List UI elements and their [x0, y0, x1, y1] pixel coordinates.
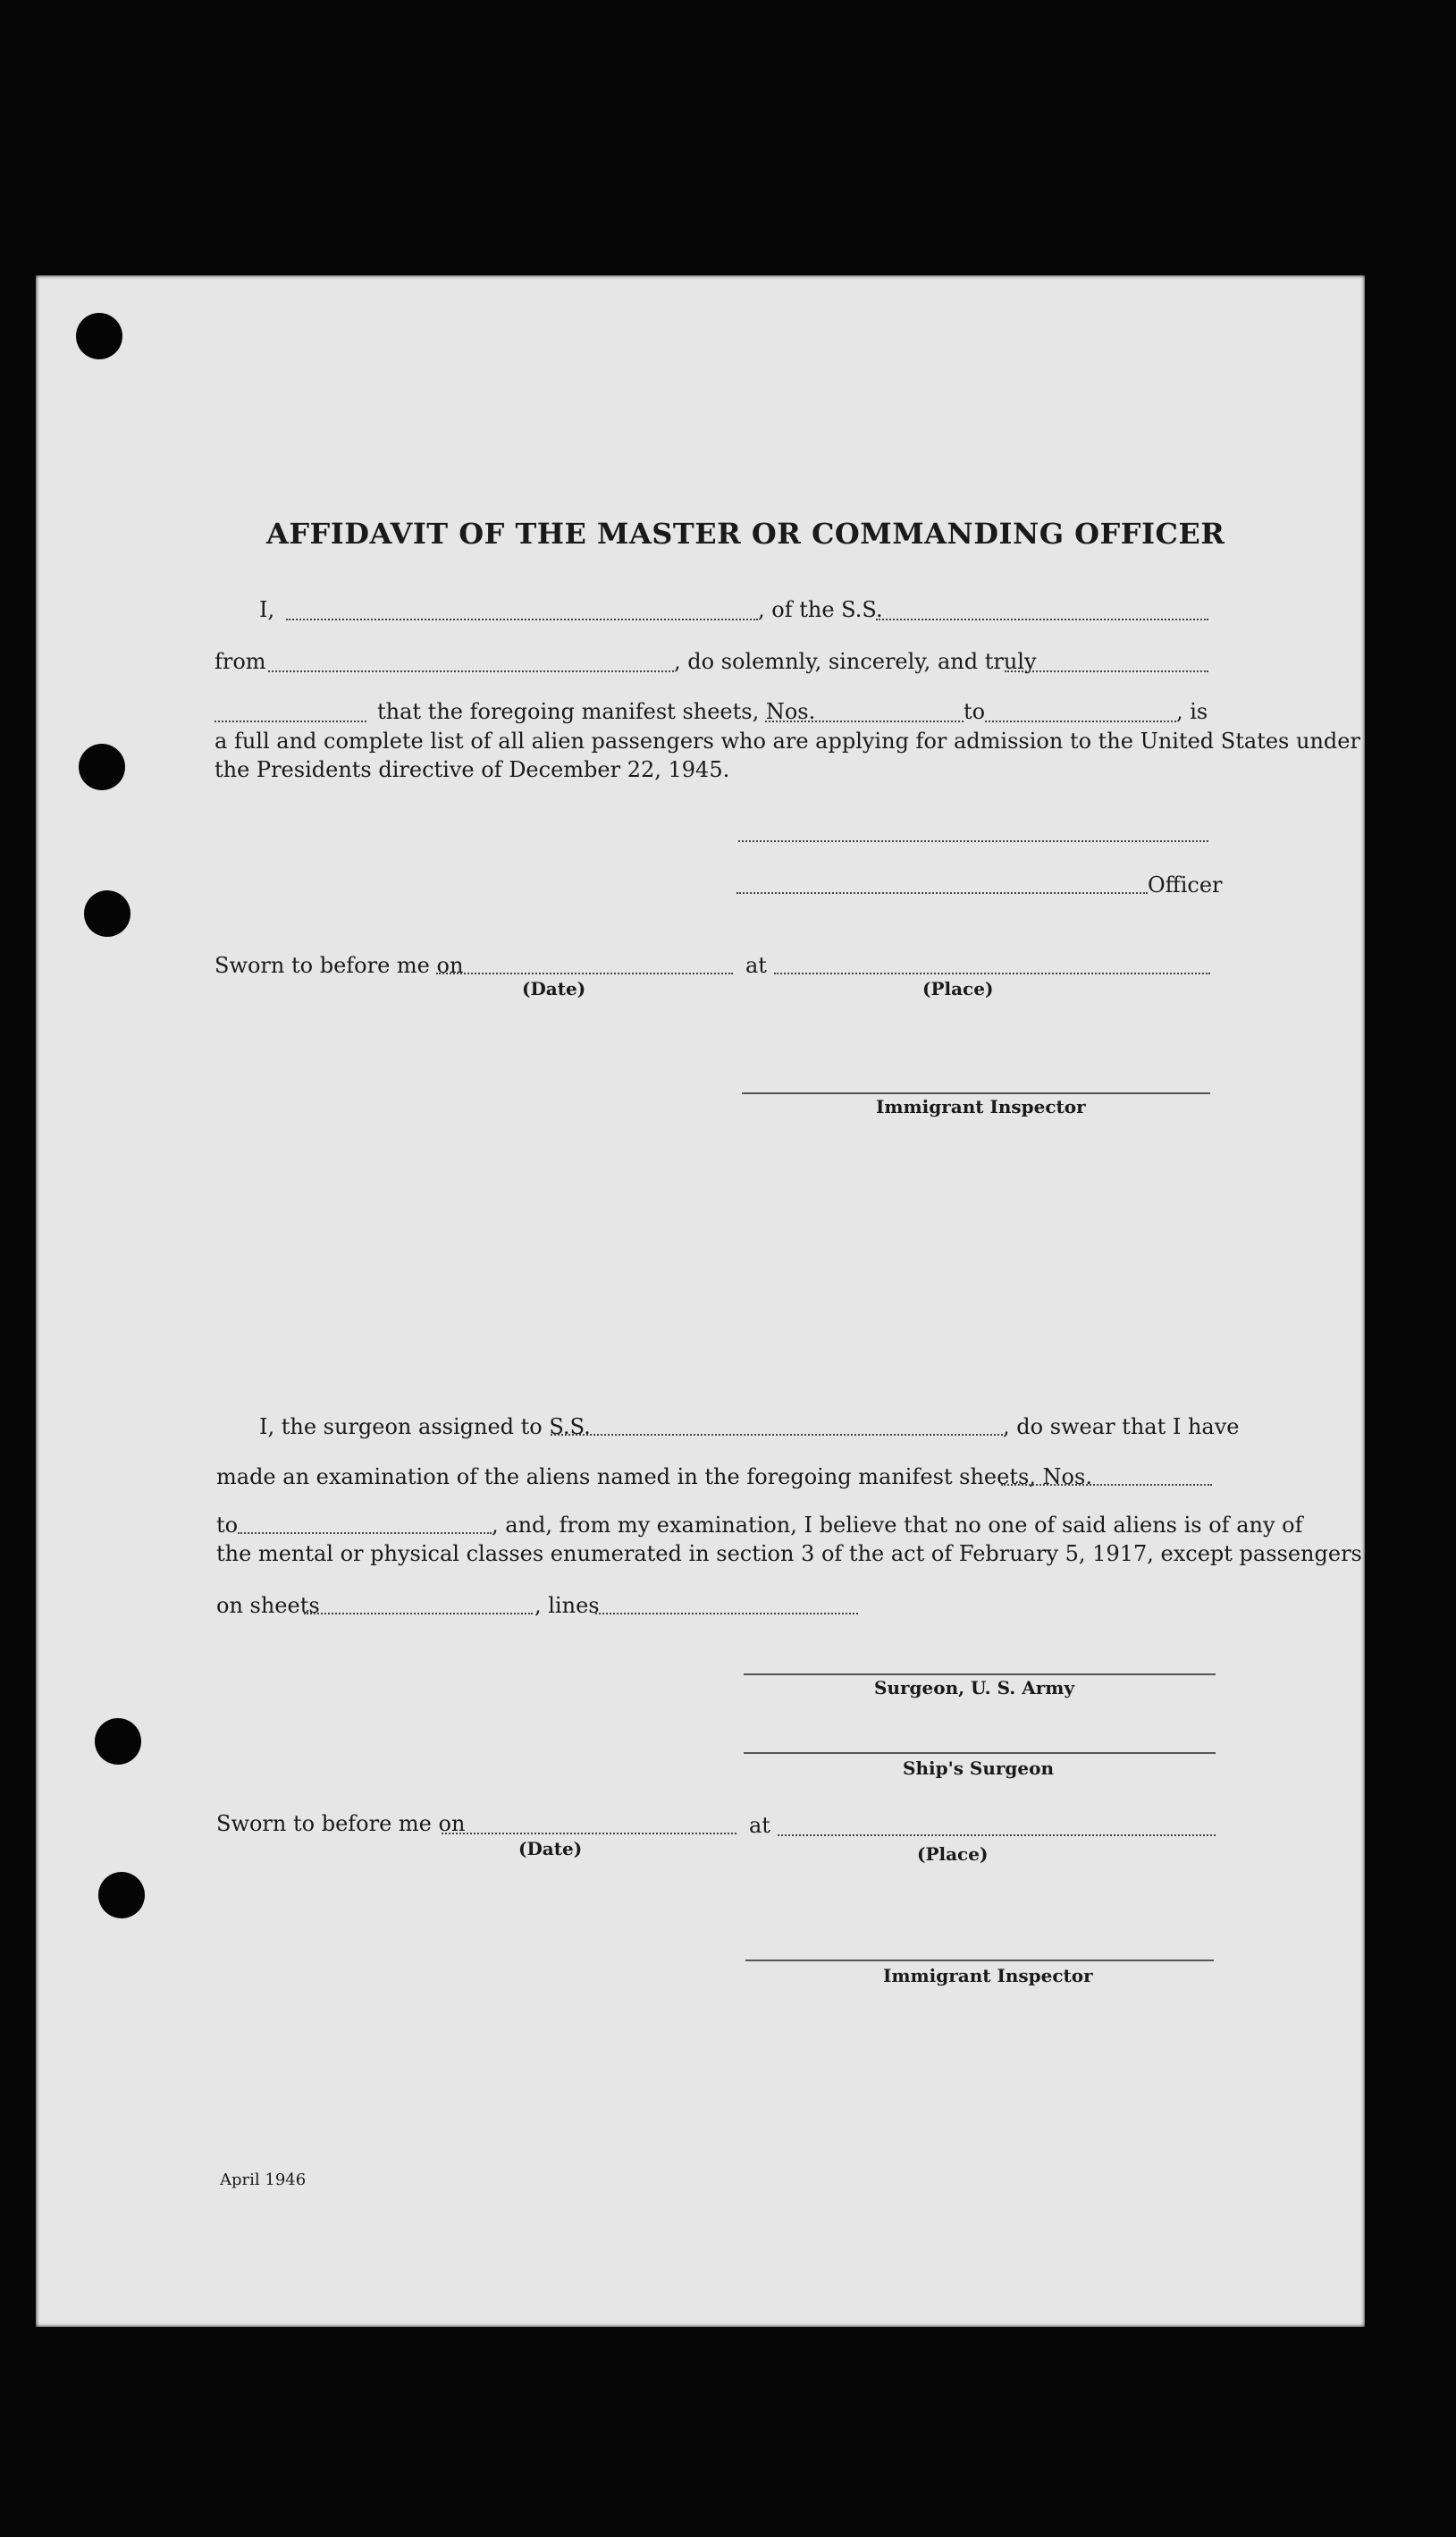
- surgeon-place-label: (Place): [917, 1843, 989, 1865]
- master-inspector-signature-line: [742, 1092, 1210, 1094]
- surgeon-place-blank: [778, 1834, 1216, 1836]
- surgeon-inspector-signature-line: [745, 1960, 1214, 1961]
- master-line3-to: to: [964, 699, 986, 724]
- surgeon-line1-prefix: I, the surgeon assigned to S.S.: [259, 1414, 591, 1439]
- master-ship-blank: [876, 619, 1208, 620]
- ships-surgeon-signature-line: [744, 1752, 1216, 1754]
- binder-hole: [76, 313, 122, 359]
- master-date-blank: [436, 973, 733, 974]
- binder-hole: [84, 890, 130, 937]
- master-place-label: (Place): [922, 978, 994, 999]
- binder-hole: [95, 1718, 141, 1765]
- master-line2-mid: , do solemnly, sincerely, and truly: [674, 649, 1037, 674]
- master-at-text: at: [745, 953, 767, 978]
- surgeon-line3-rest: , and, from my examination, I believe that no one of said aliens is of any of: [492, 1513, 1303, 1538]
- surgeon-line1-end: , do swear that I have: [1003, 1414, 1240, 1439]
- surgeon-line5-prefix: on sheets: [216, 1593, 320, 1618]
- surgeon-line2: made an examination of the aliens named in the foregoing manifest sheets, Nos.: [216, 1464, 1092, 1489]
- surgeon-line3-prefix: to: [216, 1513, 239, 1538]
- master-line3-mid: that the foregoing manifest sheets, Nos.: [377, 699, 816, 724]
- master-sworn-text: Sworn to before me on: [215, 953, 464, 978]
- surgeon-date-label: (Date): [518, 1838, 583, 1859]
- master-date-label: (Date): [522, 978, 586, 999]
- master-line2-prefix: from: [215, 649, 266, 674]
- form-date-footer: April 1946: [220, 2170, 307, 2189]
- surgeon-line5-mid: , lines: [534, 1593, 600, 1618]
- master-line5: the Presidents directive of December 22, 1945.: [215, 757, 730, 782]
- ships-surgeon-label: Ship's Surgeon: [903, 1757, 1055, 1779]
- binder-hole: [98, 1872, 145, 1918]
- master-line4: a full and complete list of all alien passengers who are applying for admission to the United States under: [215, 729, 1360, 754]
- master-place-blank: [774, 973, 1210, 974]
- surgeon-at-text: at: [749, 1813, 770, 1838]
- surgeon-nos-blank: [1001, 1484, 1212, 1486]
- master-name-blank: [286, 619, 758, 620]
- officer-label: Officer: [1148, 872, 1223, 898]
- surgeon-sworn-text: Sworn to before me on: [216, 1811, 466, 1836]
- document-page: [36, 275, 1365, 2327]
- surgeon-ship-blank: [551, 1434, 1003, 1436]
- master-inspector-label: Immigrant Inspector: [876, 1096, 1086, 1117]
- master-nos-from-blank: [765, 721, 964, 722]
- master-line3-end: , is: [1176, 699, 1208, 724]
- surgeon-sheets-blank: [304, 1613, 533, 1614]
- army-surgeon-label: Surgeon, U. S. Army: [874, 1677, 1075, 1698]
- officer-signature-blank: [736, 892, 1148, 894]
- page-title: AFFIDAVIT OF THE MASTER OR COMMANDING OFFICER: [266, 517, 1225, 551]
- surgeon-lines-blank: [595, 1613, 858, 1614]
- surgeon-inspector-label: Immigrant Inspector: [883, 1965, 1093, 1986]
- master-from-blank: [268, 670, 674, 672]
- master-line1-mid: , of the S.S.: [758, 597, 883, 622]
- binder-hole: [79, 744, 125, 790]
- master-line1-prefix: I,: [259, 597, 275, 622]
- army-surgeon-signature-line: [744, 1673, 1216, 1675]
- master-truly-blank: [1005, 670, 1208, 672]
- surgeon-line4: the mental or physical classes enumerated in section 3 of the act of February 5, 1917, except passengers: [216, 1541, 1362, 1566]
- surgeon-nos-to-blank: [238, 1532, 492, 1534]
- master-nos-to-blank: [985, 721, 1176, 722]
- master-oath-blank: [215, 721, 366, 722]
- master-signature-blank: [738, 840, 1208, 842]
- surgeon-date-blank: [442, 1833, 736, 1834]
